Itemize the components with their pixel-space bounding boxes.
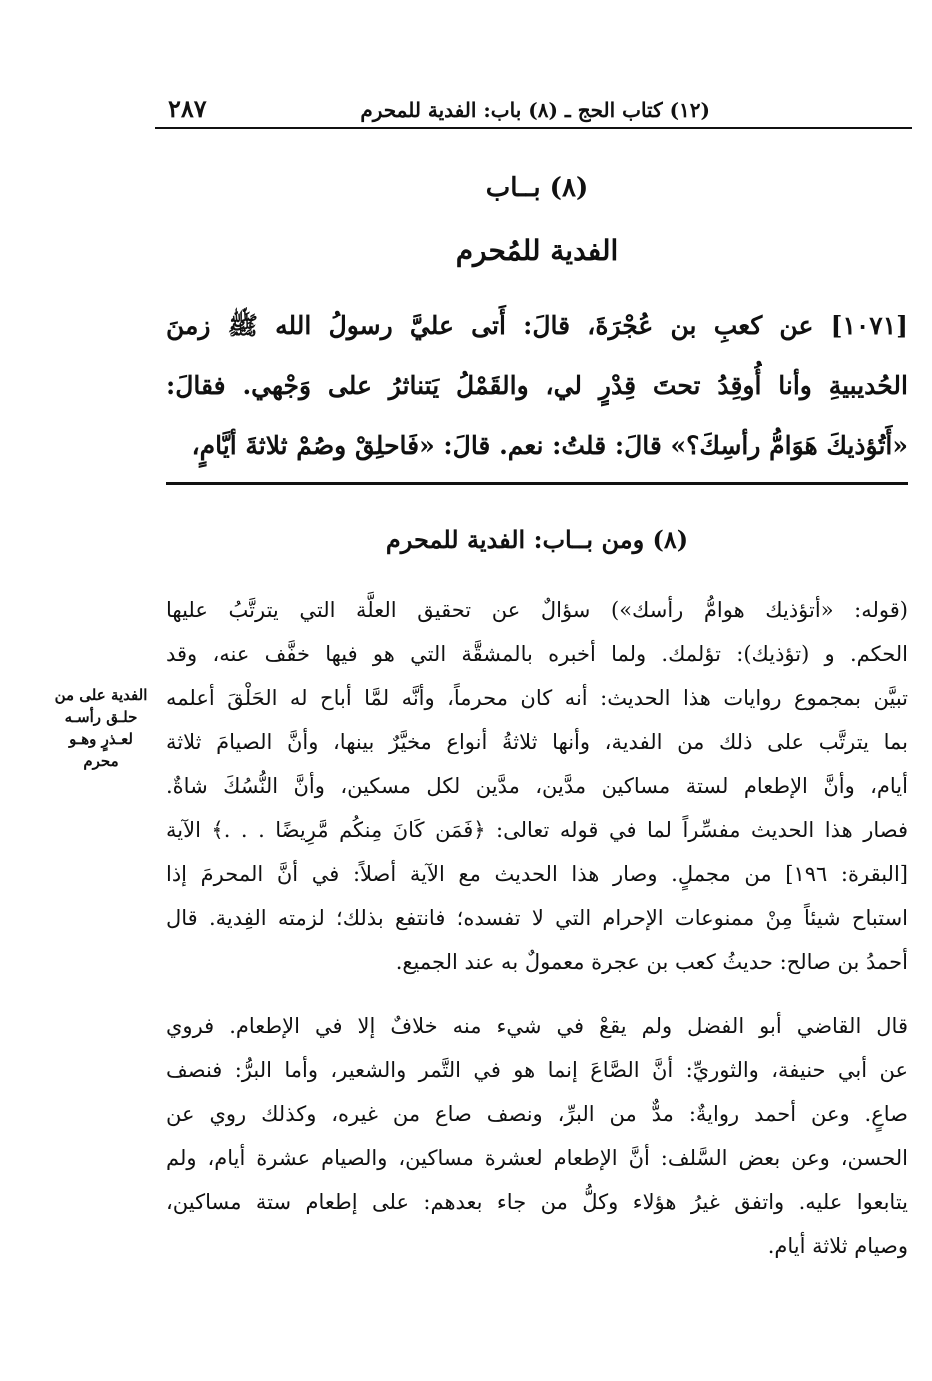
commentary-line: يتابعوا عليه. واتفق غيرُ هؤلاء وكلُّ من جاء بعدهم: على إطعام ستة مساكين، xyxy=(166,1190,908,1214)
commentary-line: الحسن، وعن بعض السَّلف: أنَّ الإطعام لعشرة مساكين، والصيام عشرة أيام، ولم xyxy=(166,1146,908,1170)
margin-note-line: الفدية على من xyxy=(54,686,148,704)
margin-note-line: حلـق رأسـه xyxy=(64,708,138,726)
commentary-line: أيام، وأنَّ الإطعام لستة مساكين مدَّين، مدَّين لكل مسكين، وأنَّ النُّسُكَ شاةٌ. xyxy=(166,774,908,798)
margin-note xyxy=(42,684,160,772)
running-title: (١٢) كتاب الحج ـ (٨) باب: الفدية للمحرم xyxy=(360,98,710,122)
commentary-line: (قوله: «أتؤذيك هوامُّ رأسك») سؤالٌ عن تحقيق العلَّة التي يترتَّبُ عليها xyxy=(166,598,908,622)
hadith-line: [١٠٧١] عن كعبِ بن عُجْرَةَ، قالَ: أَتى عليَّ رسولُ الله ﷺ زمنَ xyxy=(166,311,908,340)
header-rule xyxy=(155,127,912,129)
commentary-line: وصيام ثلاثة أيام. xyxy=(767,1234,908,1258)
commentary-line: عن أبي حنيفة، والثوريِّ: أنَّ الصَّاعَ إنما هو في التَّمر والشعير، وأما البرُّ: فنصف xyxy=(166,1058,908,1082)
commentary-line: صاعٍ. وعن أحمد روايةٌ: مدٌّ من البرِّ، ونصف صاع من غيره، وكذلك روي عن xyxy=(166,1102,908,1126)
commentary-line: فصار هذا الحديث مفسِّراً لما في قوله تعالى: ﴿فَمَن كَانَ مِنكُم مَّرِيضًا . . .﴾ الآية xyxy=(166,818,908,842)
commentary-line: تبيَّن بمجموع روايات هذا الحديث: أنه كان محرماً، وأنَّه لمَّا أباح له الحَلْقَ أعلمه xyxy=(166,686,908,710)
commentary-line: [البقرة: ١٩٦] من مجملٍ. وصار هذا الحديث مع الآية أصلاً: في أنَّ المحرمَ إذا xyxy=(166,862,908,886)
hadith-line: الحُديبيةِ وأنا أُوقِدُ تحتَ قِدْرٍ لي، والقَمْلُ يَتناثرُ على وَجْهي. فقالَ: xyxy=(166,371,908,400)
margin-note-line: محرم xyxy=(83,752,119,770)
commentary-line: استباح شيئاً مِنْ ممنوعات الإحرام التي لا تفسده؛ فانتفع بذلك؛ لزمته الفِدية. قال xyxy=(166,906,908,930)
chapter-number: (٨) بــاب xyxy=(485,173,589,203)
page-number: ٢٨٧ xyxy=(168,94,207,123)
chapter-title: الفدية للمُحرم xyxy=(455,234,619,267)
commentary-heading: (٨) ومن بــاب: الفدية للمحرم xyxy=(385,525,689,554)
commentary-line: أحمدُ بن صالح: حديثُ كعب بن عجرة معمولٌ به عند الجميع. xyxy=(395,950,908,974)
section-divider xyxy=(166,482,908,485)
commentary-paragraph-2 xyxy=(166,1004,908,1268)
commentary-line: الحكم. و (تؤذيك): تؤلمك. ولما أخبره بالمشقَّة التي هو فيها خفَّف عنه، وقد xyxy=(166,642,908,666)
hadith-line: «أَتُؤذيكَ هَوَامُّ رأسِكَ؟» قالَ: قلتُ: نعم. قالَ: «فَاحلِقْ وصُمْ ثلاثةَ أيَّامٍ، xyxy=(191,431,908,460)
commentary-paragraph-1 xyxy=(166,588,908,984)
hadith-text xyxy=(166,296,908,476)
commentary-line: بما يترتَّب على ذلك من الفدية، وأنها ثلاثةُ أنواع مخيَّرٌ بينها، وأنَّ الصيامَ ثلاثة xyxy=(166,730,908,754)
commentary-line: قال القاضي أبو الفضل ولم يقعْ في شيء منه خلافٌ إلا في الإطعام. فروي xyxy=(166,1014,908,1038)
margin-note-line: لعـذرٍ وهـو xyxy=(69,730,133,748)
